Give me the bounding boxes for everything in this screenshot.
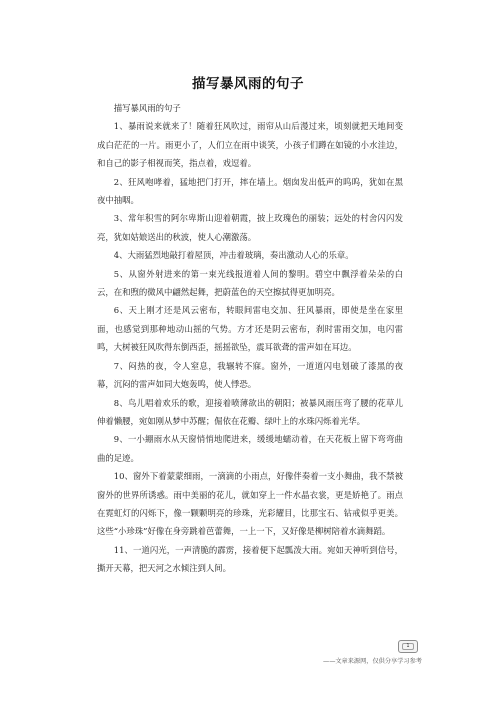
page-number-badge bbox=[398, 640, 418, 653]
paragraph-2: 2、狂风咆哮着，猛地把门打开，摔在墙上。烟囱发出低声的呜呜，犹如在黑夜中抽咽。 bbox=[97, 176, 403, 206]
paragraph-1: 1、暴雨说来就来了！随着狂风吹过，雨帘从山后漫过来，顷刻就把天地间变成白茫茫的一片。雨更小了，人们立在雨中谈笑，小孩子们蹲在如镜的小水洼边，和自己的影子相视而笑，指点着，戏逗着。 bbox=[97, 121, 403, 169]
paragraph-4: 4、大雨猛烈地敲打着屋顶，冲击着玻璃，奏出激动人心的乐章。 bbox=[113, 250, 354, 261]
paragraph-8: 8、鸟儿唱着欢乐的歌，迎接着喷薄欲出的朝阳；被暴风雨压弯了腰的花草儿伸着懒腰，宛如刚从梦中苏醒；倔依在花瓣、绿叶上的水珠闪烁着光华。 bbox=[97, 397, 403, 426]
paragraph-10: 10、窗外下着蒙蒙细雨，一滴滴的小雨点，好像伴奏着一支小舞曲，我不禁被窗外的世界所诱惑。雨中美丽的花儿，就如穿上一件水晶衣裳，更是娇艳了。雨点在霓虹灯的闪烁下，像一颗颗明亮的珍珠，光彩耀目，比那宝石、钻戒似乎更美。这些“小珍珠”好像在身旁跳着芭蕾舞，一上一下，又好像是柳树陪着水滴舞蹈。 bbox=[97, 471, 403, 537]
paragraph-6: 6、天上刚才还是风云密布，转眼间雷电交加、狂风暴雨，即使是坐在家里面，也感觉到那种地动山摇的气势。方才还是阴云密布，刹时雷雨交加，电闪雷鸣，大树被狂风吹得东倒西歪，摇摇欲坠，震耳欲聋的雷声如在耳边。 bbox=[97, 305, 403, 353]
paragraph-11: 11、一道闪光，一声清脆的霹雳，接着便下起瓢泼大雨。宛如天神听到信号，撕开天幕，把天河之水倾注到人间。 bbox=[97, 544, 403, 574]
page-footer bbox=[282, 640, 422, 670]
paragraph-3: 3、常年积雪的阿尔卑斯山迎着朝霞，披上玫瑰色的丽装；远处的村舍闪闪发亮，犹如姑娘送出的秋波，使人心潮激荡。 bbox=[97, 213, 403, 242]
document-title: 描写暴风雨的句子 bbox=[192, 76, 304, 92]
page-number: 1 bbox=[402, 643, 414, 650]
paragraph-intro: 描写暴风雨的句子 bbox=[113, 103, 181, 113]
document-body bbox=[97, 99, 403, 578]
paragraph-9: 9、一小綳雨水从天窗悄悄地爬进来，缓缓地蠕动着，在天花板上留下弯弯曲曲的足迹。 bbox=[97, 434, 403, 463]
paragraph-5: 5、从窗外射进来的第一束光线报道着人间的黎明。碧空中飘浮着朵朵的白云，在和煦的微风中翩然起舞，把蔚蓝色的天空擦拭得更加明亮。 bbox=[97, 268, 403, 298]
paragraph-7: 7、闷热的夜，令人窒息，我辗转不寐。窗外，一道道闪电划破了漆黑的夜幕，沉闷的雷声如同大炮轰鸣，使人悸恐。 bbox=[97, 360, 403, 390]
footer-source-note: ——文章来源网，仅供分享学习参考 bbox=[323, 658, 422, 665]
